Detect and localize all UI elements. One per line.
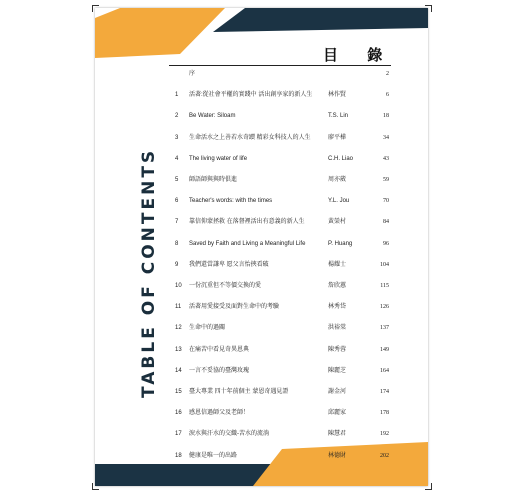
entry-page: 6	[386, 92, 389, 99]
entry-title: 一份沉重但不等價交換的愛	[189, 283, 262, 289]
toc-entry	[95, 238, 428, 250]
entry-number: 18	[175, 452, 182, 459]
toc-entry	[95, 407, 428, 419]
entry-title: 臺大專業 四十年前個主 蒙恩奇遇見證	[189, 389, 289, 395]
entry-title: 一言不妥協的臺灣玫瑰	[189, 367, 250, 374]
toc-page	[95, 8, 428, 486]
side-title: TABLE OF CONTENTS	[139, 147, 159, 398]
entry-number: 8	[175, 240, 179, 247]
entry-author: 林作賢	[328, 92, 347, 99]
entry-author: P. Huang	[328, 240, 353, 247]
entry-page: 2	[386, 71, 389, 77]
entry-author: 林德財	[328, 452, 347, 459]
entry-number: 14	[175, 367, 182, 374]
entry-number: 7	[175, 219, 179, 226]
entry-title: 活著用愛接受及面對生命中的考驗	[189, 304, 280, 311]
page-title: 目 錄	[323, 46, 395, 64]
toc-entry	[95, 153, 428, 165]
toc-entry	[95, 68, 428, 80]
entry-page: 96	[383, 240, 389, 247]
entry-page: 137	[380, 325, 389, 332]
entry-page: 104	[380, 261, 389, 268]
entry-page: 126	[380, 304, 389, 311]
toc-entry	[95, 428, 428, 440]
entry-number: 10	[175, 283, 182, 289]
toc-entry	[95, 280, 428, 292]
toc-entry	[95, 365, 428, 377]
entry-number: 1	[175, 92, 179, 99]
entry-title: 健康是唯一的出路	[189, 452, 238, 459]
entry-title: The living water of life	[189, 155, 248, 162]
entry-page: 192	[380, 431, 389, 438]
toc-entry	[95, 322, 428, 334]
entry-number: 11	[175, 304, 182, 311]
toc-entry	[95, 344, 428, 356]
entry-title: 感恩信過師父及老師！	[189, 410, 250, 417]
entry-author: 周亦葳	[328, 177, 347, 183]
entry-author: 詹欣蕙	[328, 283, 347, 289]
entry-number: 17	[175, 431, 182, 438]
entry-author: C.H. Liao	[328, 155, 354, 162]
top-orange-banner	[95, 8, 225, 58]
entry-page: 174	[380, 389, 389, 395]
toc-entry	[95, 110, 428, 122]
entry-title: Be Water: Siloam	[189, 113, 236, 120]
entry-author: T.S. Lin	[328, 113, 349, 120]
bottom-navy-banner	[95, 464, 280, 486]
entry-title: 序	[189, 71, 196, 77]
toc-entry	[95, 89, 428, 101]
entry-author: 陳慧君	[328, 431, 347, 438]
entry-title: 師語師與與時俱進	[189, 177, 238, 183]
entry-author: 洪裕棠	[328, 325, 347, 332]
toc-entry	[95, 216, 428, 228]
entry-author: 黃榮村	[328, 219, 347, 226]
entry-page: 178	[380, 410, 389, 417]
entry-author: 廖平樺	[328, 134, 347, 141]
toc-entry	[95, 259, 428, 271]
entry-title: 生命中的過關	[189, 325, 226, 332]
entry-author: 陳麗芝	[328, 367, 347, 374]
entry-number: 4	[175, 155, 179, 162]
entry-title: 我們還當謙卑 愿父言怡挾看破	[189, 261, 269, 268]
entry-page: 59	[383, 177, 389, 183]
entry-title: 活著:從社會平權的實踐中 活出創享家的新人生	[189, 92, 313, 99]
toc-entry	[95, 386, 428, 398]
entry-page: 84	[383, 219, 389, 226]
entry-author: 邱麗家	[328, 410, 347, 417]
entry-page: 202	[380, 452, 389, 459]
entry-title: 靠信仰蒙拯救 在落督裡活出有意義的新人生	[189, 219, 305, 226]
entry-title: Saved by Faith and Living a Meaningful Life	[189, 240, 306, 247]
entry-author: 楊耀士	[328, 261, 347, 268]
entry-number: 15	[175, 389, 182, 395]
entry-number: 13	[175, 346, 182, 353]
entry-number: 6	[175, 198, 179, 205]
entry-number: 3	[175, 134, 179, 141]
entry-page: 149	[380, 346, 389, 353]
entry-number: 16	[175, 410, 182, 417]
entry-author: Y.L. Jou	[328, 198, 350, 205]
entry-title: Teacher's words: with the times	[189, 198, 273, 205]
entry-number: 5	[175, 177, 179, 183]
toc-entry	[95, 195, 428, 207]
entry-page: 164	[380, 367, 389, 374]
entry-number: 12	[175, 325, 182, 332]
bottom-orange-banner	[253, 442, 428, 486]
entry-number: 9	[175, 261, 179, 268]
entry-number: 2	[175, 113, 179, 120]
entry-title: 在痛苦中看見奇異恩典	[189, 346, 250, 353]
entry-author: 謝金河	[328, 389, 347, 395]
title-rule	[169, 65, 391, 66]
toc-entry	[95, 174, 428, 186]
entry-page: 34	[383, 134, 389, 141]
entry-page: 43	[383, 155, 389, 162]
entry-page: 18	[383, 113, 389, 120]
toc-entry	[95, 132, 428, 144]
top-navy-banner	[213, 8, 428, 32]
toc-entry	[95, 301, 428, 313]
entry-page: 115	[380, 283, 389, 289]
entry-title: 生命活水之上善若水奇蹟 精彩女科技人的人生	[189, 134, 311, 141]
entry-author: 林秀岱	[328, 304, 347, 311]
entry-page: 70	[383, 198, 389, 205]
entry-author: 陳秀蓉	[328, 346, 347, 353]
toc-entry	[95, 450, 428, 462]
entry-title: 淚水與汗水的交織-苦水的流淌	[189, 431, 269, 438]
